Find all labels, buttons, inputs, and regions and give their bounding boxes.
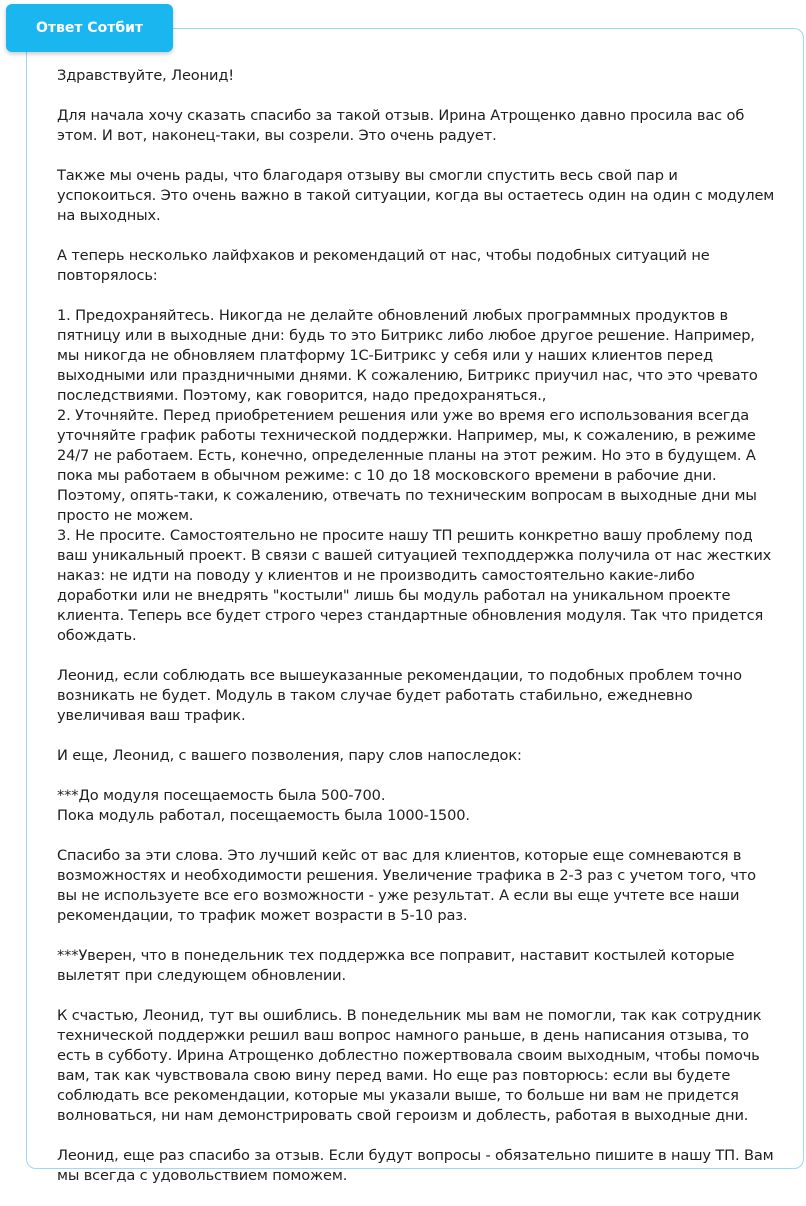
reply-badge: [6, 4, 173, 52]
tip-3: 3. Не просите. Самостоятельно не просите нашу ТП решить конкретно вашу проблему под ваш уникальный проект. В связи с вашей ситуацией техподдержка получила от нас жестких наказ: не идти на поводу у клиентов и не производить самостоятельно какие-либо доработки или не внедрять "костыли" лишь бы модуль работал на уникальном проекте клиента. Теперь все будет строго через стандартные обновления модуля. Так что придется обождать.: [57, 527, 772, 644]
tip-1: 1. Предохраняйтесь. Никогда не делайте обновлений любых программных продуктов в пятницу или в выходные дни: будь то это Битрикс либо любое другое решение. Например, мы никогда не обновляем платформу 1С-Битрикс у себя или у наших клиентов перед выходными или праздничными днями. К сожалению, Битрикс приучил нас, что это чревато последствиями. Поэтому, как говорится, надо предохраняться.,: [57, 307, 758, 404]
paragraph-lifehacks-intro: А теперь несколько лайфхаков и рекомендаций от нас, чтобы подобных ситуаций не повторялось:: [57, 247, 710, 284]
quote-1-line-1: ***До модуля посещаемость была 500-700.: [57, 787, 386, 804]
paragraph-support: К счастью, Леонид, тут вы ошиблись. В понедельник мы вам не помогли, так как сотрудник технической поддержки решил ваш вопрос намного раньше, в день написания отзыва, то есть в субботу. Ирина Атрощенко доблестно пожертвовала своим выходным, чтобы помочь вам, так как чувствовала свою вину перед вами. Но еще раз повторюсь: если вы будете соблюдать все рекомендации, которые мы указали выше, то больше ни вам не придется волноваться, ни нам демонстрировать свой героизм и доблесть, работая в выходные дни.: [57, 1007, 762, 1124]
paragraph-thanks: Для начала хочу сказать спасибо за такой отзыв. Ирина Атрощенко давно просила вас об этом. И вот, наконец-таки, вы созрели. Это очень радует.: [57, 107, 745, 144]
quote-2: ***Уверен, что в понедельник тех поддержка все поправит, наставит костылей которые вылетят при следующем обновлении.: [57, 947, 735, 984]
tip-2: 2. Уточняйте. Перед приобретением решения или уже во время его использования всегда уточняйте график работы технической поддержки. Например, мы, к сожалению, в режиме 24/7 не работаем. Есть, конечно, определенные планы на этот режим. Но это в будущем. А пока мы работаем в обычном режиме: с 10 до 18 московского времени в рабочие дни. Поэтому, опять-таки, к сожалению, отвечать по техническим вопросам в выходные дни мы просто не можем.: [57, 407, 757, 524]
paragraph-relief: Также мы очень рады, что благодаря отзыву вы смогли спустить весь свой пар и успокоиться. Это очень важно в такой ситуации, когда вы остаетесь один на один с модулем на выходных.: [57, 167, 775, 224]
greeting: Здравствуйте, Леонид!: [57, 67, 234, 84]
paragraph-last-words: И еще, Леонид, с вашего позволения, пару слов напоследок:: [57, 747, 522, 764]
paragraph-case: Спасибо за эти слова. Это лучший кейс от вас для клиентов, которые еще сомневаются в возможностях и необходимости решения. Увеличение трафика в 2-3 раз с учетом того, что вы не используете все его возможности - уже результат. А если вы еще учтете все наши рекомендации, то трафик может возрасти в 5-10 раз.: [57, 847, 756, 924]
quote-1-line-2: Пока модуль работал, посещаемость была 1000-1500.: [57, 807, 470, 824]
paragraph-closing: Леонид, еще раз спасибо за отзыв. Если будут вопросы - обязательно пишите в нашу ТП. Вам мы всегда с удовольствием поможем.: [57, 1147, 774, 1184]
reply-badge-label: Ответ Сотбит: [35, 20, 144, 36]
paragraph-recommendations: Леонид, если соблюдать все вышеуказанные рекомендации, то подобных проблем точно возникать не будет. Модуль в таком случае будет работать стабильно, ежедневно увеличивая ваш трафик.: [57, 667, 742, 724]
reply-body: [57, 66, 779, 1206]
